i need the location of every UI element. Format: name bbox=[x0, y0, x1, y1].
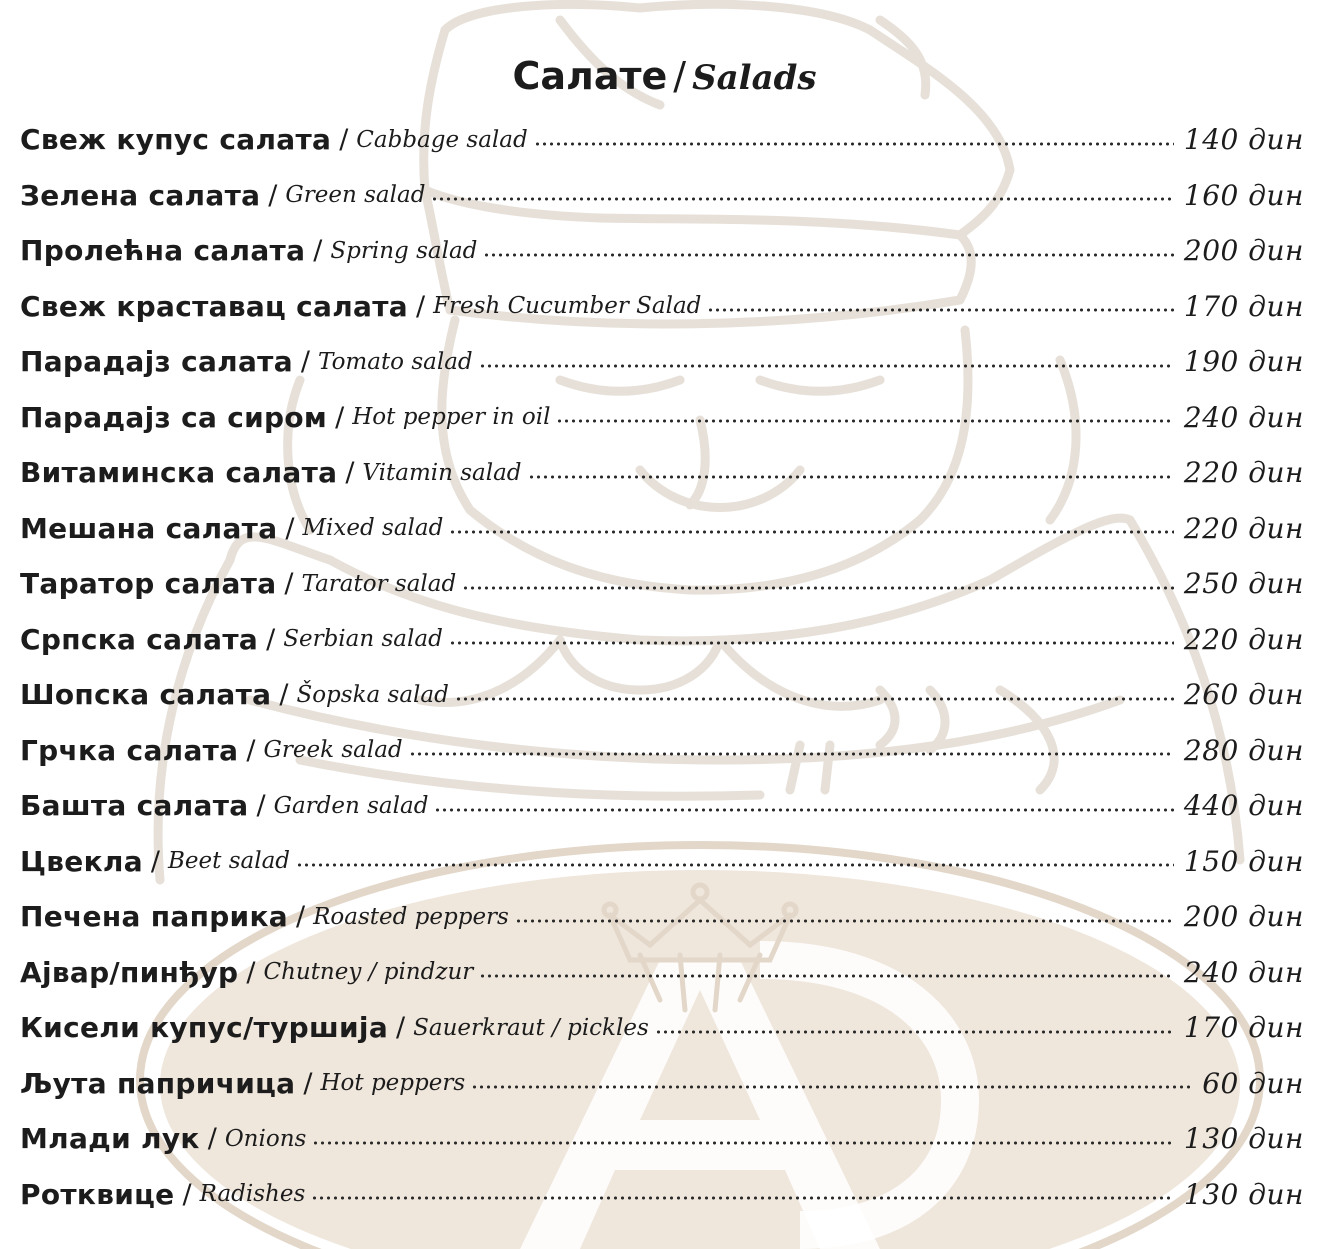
menu-item bbox=[20, 778, 1304, 834]
menu-item-price: 440 дин bbox=[1183, 789, 1304, 823]
menu-item bbox=[20, 556, 1304, 612]
dot-leader bbox=[707, 305, 1174, 315]
menu-item-separator: / bbox=[266, 623, 276, 655]
menu-item bbox=[20, 1056, 1304, 1112]
dot-leader bbox=[434, 805, 1173, 815]
menu-item-separator: / bbox=[335, 401, 345, 433]
menu-item-name-serbian: Цвекла bbox=[20, 844, 143, 878]
menu-item-price: 240 дин bbox=[1183, 400, 1304, 434]
dot-leader bbox=[483, 250, 1174, 260]
title-serbian: Салате bbox=[512, 54, 668, 99]
menu-item-name-english: Šopska salad bbox=[296, 681, 449, 708]
title-english: Salads bbox=[692, 58, 817, 99]
dot-leader bbox=[431, 194, 1173, 204]
menu-item-price: 280 дин bbox=[1183, 733, 1304, 767]
menu-item-name-serbian: Парадајз са сиром bbox=[20, 400, 328, 434]
dot-leader bbox=[528, 472, 1174, 482]
menu-item-price: 140 дин bbox=[1183, 123, 1304, 157]
menu-item-separator: / bbox=[300, 346, 311, 378]
menu-item bbox=[20, 889, 1304, 945]
menu-item-name-serbian: Ајвар/пинђур bbox=[20, 955, 239, 989]
menu-item-name-english: Green salad bbox=[285, 182, 426, 209]
menu-item-price: 240 дин bbox=[1183, 955, 1304, 989]
menu-item-name-serbian: Свеж краставац салата bbox=[20, 289, 408, 323]
menu-item bbox=[20, 1167, 1304, 1223]
menu-item bbox=[20, 279, 1304, 335]
menu-item-name-serbian: Свеж купус салата bbox=[20, 123, 332, 157]
dot-leader bbox=[312, 1138, 1174, 1148]
menu-item-price: 190 дин bbox=[1183, 345, 1304, 379]
menu-item bbox=[20, 667, 1304, 723]
menu-item-price: 160 дин bbox=[1183, 178, 1304, 212]
menu-item-name-serbian: Башта салата bbox=[20, 789, 249, 823]
menu-item-name-english: Roasted peppers bbox=[313, 903, 509, 930]
menu-item bbox=[20, 334, 1304, 390]
menu-item bbox=[20, 612, 1304, 668]
menu-item-separator: / bbox=[295, 901, 306, 933]
menu-item-separator: / bbox=[150, 845, 161, 877]
menu-item-price: 260 дин bbox=[1183, 678, 1304, 712]
menu-item-price: 150 дин bbox=[1183, 844, 1304, 878]
menu-item-price: 130 дин bbox=[1183, 1122, 1304, 1156]
menu-item-name-serbian: Ротквице bbox=[20, 1177, 175, 1211]
menu-item-separator: / bbox=[313, 235, 323, 267]
menu-item-name-serbian: Зелена салата bbox=[20, 178, 261, 212]
dot-leader bbox=[455, 694, 1174, 704]
menu-item-name-english: Fresh Cucumber Salad bbox=[433, 293, 702, 320]
dot-leader bbox=[449, 527, 1174, 537]
menu-item bbox=[20, 834, 1304, 890]
menu-item bbox=[20, 390, 1304, 446]
menu-item bbox=[20, 223, 1304, 279]
page-title bbox=[0, 51, 1329, 103]
menu-item-name-english: Hot peppers bbox=[320, 1070, 466, 1097]
menu-item-separator: / bbox=[279, 679, 289, 711]
menu-item bbox=[20, 112, 1304, 168]
menu-item-name-english: Greek salad bbox=[263, 737, 403, 764]
title-separator: / bbox=[673, 54, 687, 99]
menu-item-price: 170 дин bbox=[1183, 289, 1304, 323]
menu-item-name-english: Serbian salad bbox=[283, 626, 443, 653]
menu-item-separator: / bbox=[284, 568, 294, 600]
menu-item-separator: / bbox=[345, 457, 355, 489]
dot-leader bbox=[556, 416, 1173, 426]
menu-item-name-serbian: Печена паприка bbox=[20, 900, 288, 934]
dot-leader bbox=[462, 583, 1174, 593]
menu-item-name-english: Radishes bbox=[199, 1181, 306, 1208]
menu-item-name-english: Tarator salad bbox=[301, 570, 457, 597]
menu-item-name-serbian: Пролећна салата bbox=[20, 234, 306, 268]
menu-item-separator: / bbox=[207, 1123, 217, 1155]
menu-item-name-english: Mixed salad bbox=[302, 515, 444, 542]
menu-item-price: 220 дин bbox=[1183, 456, 1304, 490]
menu-item-separator: / bbox=[246, 734, 256, 766]
menu-item-separator: / bbox=[246, 956, 256, 988]
dot-leader bbox=[479, 971, 1174, 981]
dot-leader bbox=[311, 1193, 1174, 1203]
dot-leader bbox=[515, 916, 1174, 926]
menu-item-separator: / bbox=[268, 179, 278, 211]
dot-leader bbox=[534, 139, 1174, 149]
menu-item-name-serbian: Мешана салата bbox=[20, 511, 278, 545]
dot-leader bbox=[655, 1027, 1174, 1037]
dot-leader bbox=[449, 638, 1174, 648]
menu-item-name-serbian: Шопска салата bbox=[20, 678, 272, 712]
dot-leader bbox=[296, 860, 1174, 870]
menu-item-list bbox=[20, 112, 1304, 1222]
menu-item-name-english: Sauerkraut / pickles bbox=[413, 1014, 649, 1041]
menu-item bbox=[20, 168, 1304, 224]
menu-item-separator: / bbox=[339, 124, 349, 156]
menu-item-name-serbian: Кисели купус/туршија bbox=[20, 1011, 389, 1045]
menu-item-price: 200 дин bbox=[1183, 900, 1304, 934]
menu-item-price: 170 дин bbox=[1183, 1011, 1304, 1045]
menu-item-price: 200 дин bbox=[1183, 234, 1304, 268]
menu-item-name-english: Beet salad bbox=[168, 848, 291, 875]
menu-item-name-serbian: Грчка салата bbox=[20, 733, 239, 767]
menu-item-name-serbian: Млади лук bbox=[20, 1122, 200, 1156]
menu-item-name-english: Tomato salad bbox=[318, 348, 473, 375]
menu-item-separator: / bbox=[285, 512, 295, 544]
menu-item-price: 220 дин bbox=[1183, 622, 1304, 656]
menu-item-separator: / bbox=[256, 790, 266, 822]
menu-item-name-serbian: Таратор салата bbox=[20, 567, 277, 601]
menu-item bbox=[20, 501, 1304, 557]
menu-item bbox=[20, 1000, 1304, 1056]
menu-item-name-english: Cabbage salad bbox=[356, 126, 528, 153]
dot-leader bbox=[479, 361, 1174, 371]
menu-item-name-english: Onions bbox=[224, 1125, 307, 1152]
menu-item-price: 130 дин bbox=[1183, 1177, 1304, 1211]
menu-item-name-serbian: Љута папричица bbox=[20, 1066, 296, 1100]
dot-leader bbox=[471, 1082, 1192, 1092]
menu-item-name-english: Spring salad bbox=[330, 237, 478, 264]
menu-item-separator: / bbox=[415, 290, 426, 322]
menu-item-name-english: Chutney / pindzur bbox=[263, 959, 474, 986]
menu-item-separator: / bbox=[182, 1178, 192, 1210]
menu-item-name-english: Garden salad bbox=[273, 792, 429, 819]
menu-item-name-serbian: Парадајз салата bbox=[20, 345, 293, 379]
menu-item-name-serbian: Српска салата bbox=[20, 622, 259, 656]
menu-item-separator: / bbox=[303, 1067, 313, 1099]
dot-leader bbox=[409, 749, 1174, 759]
menu-item-price: 250 дин bbox=[1183, 567, 1304, 601]
menu-item bbox=[20, 1111, 1304, 1167]
menu-item-price: 60 дин bbox=[1202, 1066, 1304, 1100]
menu-item bbox=[20, 945, 1304, 1001]
menu-item-name-serbian: Витаминска салата bbox=[20, 456, 338, 490]
menu-item bbox=[20, 445, 1304, 501]
menu-item bbox=[20, 723, 1304, 779]
menu-item-price: 220 дин bbox=[1183, 511, 1304, 545]
menu-item-name-english: Vitamin salad bbox=[362, 459, 522, 486]
menu-item-separator: / bbox=[396, 1012, 406, 1044]
menu-item-name-english: Hot pepper in oil bbox=[352, 404, 551, 431]
